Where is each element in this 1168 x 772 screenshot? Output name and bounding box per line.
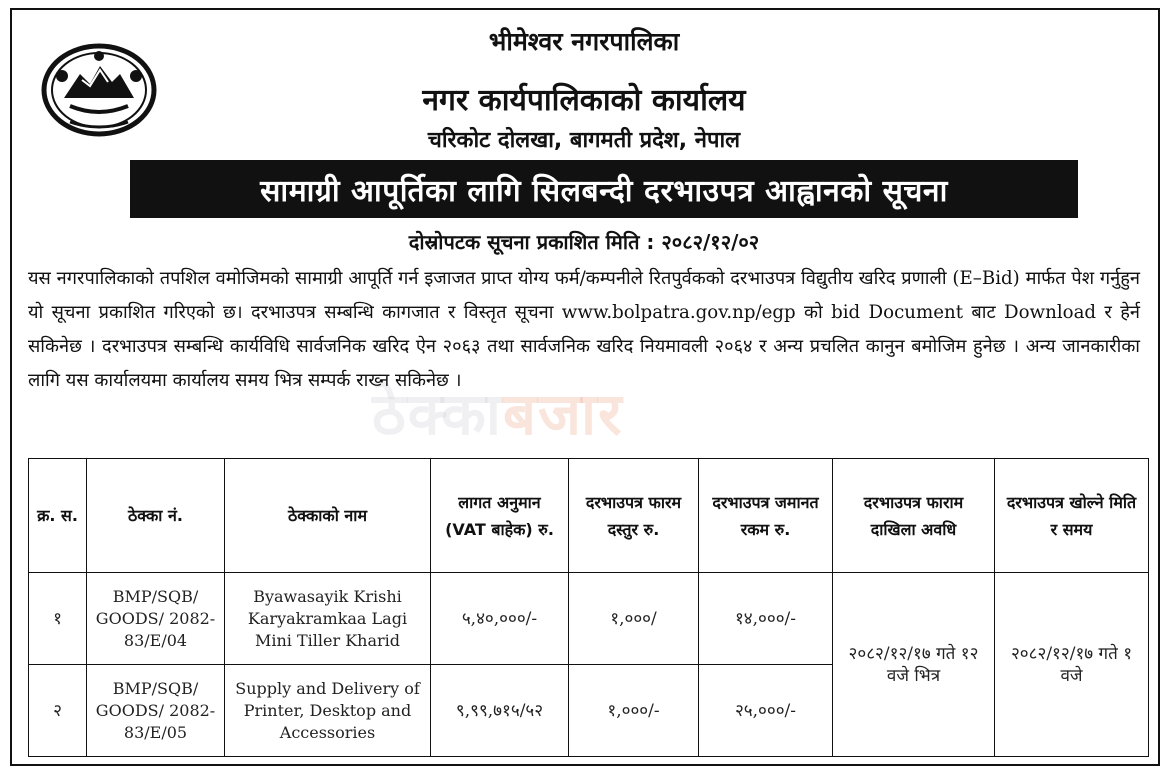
table-row [29, 573, 1149, 665]
header-submission-period: दरभाउपत्र फाराम दाखिला अवधि [833, 459, 995, 573]
row-sn: २ [29, 665, 87, 757]
watermark-part1: ठेक्का [372, 380, 503, 448]
row-bid-security: २५,०००/- [699, 665, 833, 757]
office-name: नगर कार्यपालिकाको कार्यालय [422, 83, 746, 118]
publication-date: दोस्रोपटक सूचना प्रकाशित मिति : २०८२/१२/०२ [408, 230, 760, 254]
row-cost-estimate: ९,९९,७१५/५२ [431, 665, 569, 757]
header-sn: क्र. स. [29, 459, 87, 573]
table-header-row [29, 459, 1149, 573]
header-contract-no: ठेक्का नं. [87, 459, 225, 573]
row-contract-no: BMP/SQB/ GOODS/ 2082-83/E/05 [87, 665, 225, 757]
header-cost-estimate: लागत अनुमान (VAT बाहेक) रु. [431, 459, 569, 573]
row-form-fee: १,०००/ [569, 573, 699, 665]
notice-body [28, 262, 1140, 398]
row-form-fee: १,०००/- [569, 665, 699, 757]
row-bid-security: १४,०००/- [699, 573, 833, 665]
office-address: चरिकोट दोलखा, बागमती प्रदेश, नेपाल [427, 128, 741, 153]
municipality-name: भीमेश्वर नगरपालिका [488, 27, 680, 56]
row-contract-name: Byawasayik Krishi Karyakramkaa Lagi Mini Tiller Kharid [225, 573, 431, 665]
row-contract-name: Supply and Delivery of Printer, Desktop and Accessories [225, 665, 431, 757]
row-cost-estimate: ५,४०,०००/- [431, 573, 569, 665]
notice-title: सामाग्री आपूर्तिका लागि सिलबन्दी दरभाउपत्र आह्वानको सूचना [130, 160, 1078, 218]
header-contract-name: ठेक्काको नाम [225, 459, 431, 573]
header-opening-date: दरभाउपत्र खोल्ने मिति र समय [995, 459, 1149, 573]
watermark-part2: बजार [502, 380, 624, 448]
notice-paragraph: यस नगरपालिकाको तपशिल वमोजिमको सामाग्री आपूर्ति गर्न इजाजत प्राप्त योग्य फर्म/कम्पनीले रितपुर्वकको दरभाउपत्र विद्युतीय खरिद प्रणाली (E–Bid) मार्फत पेश गर्नुहुन यो सूचना प्रकाशित गरिएको छ। दरभाउपत्र सम्बन्धि कागजात र विस्तृत सूचना www.bolpatra.gov.np/egp को bid Document बाट Download र हेर्न सकिनेछ । दरभाउपत्र सम्बन्धि कार्यविधि सार्वजनिक खरिद ऐन २०६३ तथा सार्वजनिक खरिद नियमावली २०६४ र अन्य प्रचलित कानुन बमोजिम हुनेछ । अन्य जानकारीका लागि यस कार्यालयमा कार्यालय समय भित्र सम्पर्क राख्न सकिनेछ । [28, 268, 1140, 391]
header-bid-security: दरभाउपत्र जमानत रकम रु. [699, 459, 833, 573]
header-form-fee: दरभाउपत्र फारम दस्तुर रु. [569, 459, 699, 573]
row-sn: १ [29, 573, 87, 665]
bid-table [28, 458, 1149, 757]
row-contract-no: BMP/SQB/ GOODS/ 2082-83/E/04 [87, 573, 225, 665]
opening-date: २०८२/१२/१७ गते १ वजे [995, 573, 1149, 757]
submission-period: २०८२/१२/१७ गते १२ वजे भित्र [833, 573, 995, 757]
